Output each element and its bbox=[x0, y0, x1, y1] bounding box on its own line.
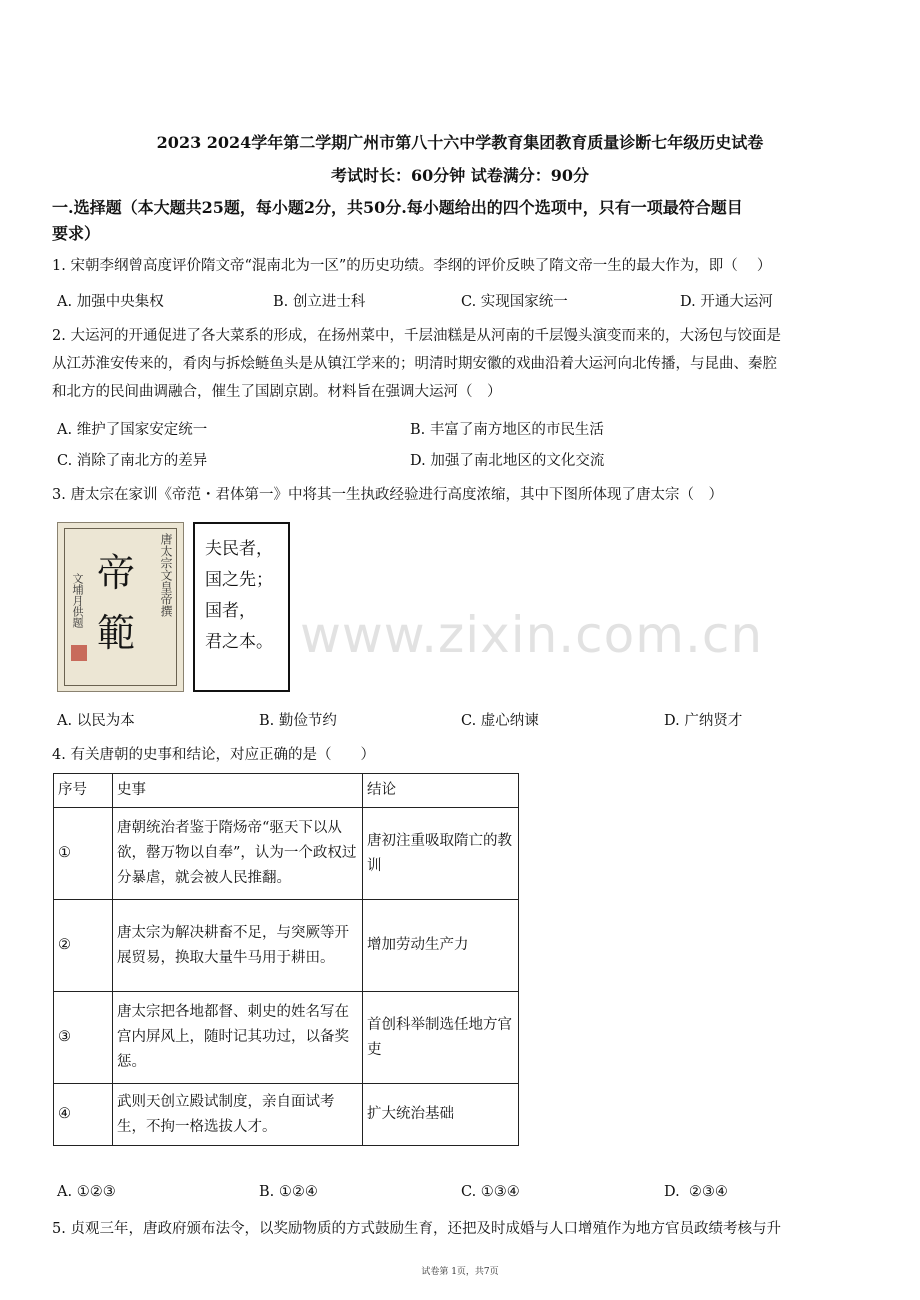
q2-option-a[interactable]: A. 维护了国家安定统一 bbox=[57, 422, 208, 438]
history-table bbox=[53, 773, 519, 1146]
q4-option-a[interactable]: A. ①②③ bbox=[57, 1184, 116, 1200]
q3-option-b[interactable]: B. 勤俭节约 bbox=[259, 713, 337, 729]
row-event: 唐太宗为解决耕畜不足，与突厥等开展贸易，换取大量牛马用于耕田。 bbox=[113, 900, 363, 992]
q4-option-b[interactable]: B. ①②④ bbox=[259, 1184, 318, 1200]
question-5-stem: 5. 贞观三年，唐政府颁布法令，以奖励物质的方式鼓励生育，还把及时成婚与人口增殖作为地方官员政绩考核与升 bbox=[52, 1221, 781, 1237]
section-heading-line2: 要求） bbox=[52, 224, 101, 243]
q1-option-c[interactable]: C. 实现国家统一 bbox=[461, 294, 568, 310]
header-cell-number: 序号 bbox=[54, 774, 113, 808]
row-conclusion: 首创科举制选任地方官吏 bbox=[363, 992, 519, 1084]
book-cover-image bbox=[57, 522, 184, 692]
q3-option-d[interactable]: D. 广纳贤才 bbox=[664, 713, 743, 729]
question-4-stem: 4. 有关唐朝的史事和结论，对应正确的是（ ） bbox=[52, 747, 375, 763]
question-2-line3: 和北方的民间曲调融合，催生了国剧京剧。材料旨在强调大运河（ ） bbox=[52, 384, 502, 400]
row-conclusion: 扩大统治基础 bbox=[363, 1084, 519, 1146]
row-number: ① bbox=[54, 808, 113, 900]
watermark: www.zixin.com.cn bbox=[300, 606, 764, 664]
question-1-stem: 1. 宋朝李纲曾高度评价隋文帝“混南北为一区”的历史功绩。李纲的评价反映了隋文帝一生的最大作为，即（ ） bbox=[52, 258, 772, 274]
row-event: 武则天创立殿试制度，亲自面试考生，不拘一格选拔人才。 bbox=[113, 1084, 363, 1146]
quote-line-3: 国者， bbox=[205, 601, 256, 621]
table-row bbox=[54, 992, 519, 1084]
q1-option-b[interactable]: B. 创立进士科 bbox=[273, 294, 366, 310]
q1-option-a[interactable]: A. 加强中央集权 bbox=[57, 294, 164, 310]
q4-option-c[interactable]: C. ①③④ bbox=[461, 1184, 520, 1200]
table-row bbox=[54, 808, 519, 900]
red-seal-stamp bbox=[71, 645, 87, 661]
q2-option-c[interactable]: C. 消除了南北方的差异 bbox=[57, 453, 208, 469]
q2-option-d[interactable]: D. 加强了南北地区的文化交流 bbox=[410, 453, 605, 469]
row-number: ④ bbox=[54, 1084, 113, 1146]
table-row bbox=[54, 900, 519, 992]
quote-box bbox=[193, 522, 290, 692]
q4-option-d[interactable]: D. ②③④ bbox=[664, 1184, 728, 1200]
table-row bbox=[54, 1084, 519, 1146]
header-cell-event: 史事 bbox=[113, 774, 363, 808]
question-2-line1: 2. 大运河的开通促进了各大菜系的形成，在扬州菜中，千层油糕是从河南的千层馒头演变而来的，大汤包与饺面是 bbox=[52, 328, 781, 344]
exam-subtitle: 考试时长：60分钟 试卷满分：90分 bbox=[330, 166, 590, 185]
section-heading-line1: 一.选择题（本大题共25题，每小题2分，共50分.每小题给出的四个选项中，只有一项最符合题目 bbox=[52, 198, 743, 217]
book-cover-inscription: 文埔月供题 bbox=[71, 573, 84, 628]
q3-option-a[interactable]: A. 以民为本 bbox=[57, 713, 135, 729]
book-cover-title: 帝範 bbox=[96, 551, 135, 655]
quote-line-2: 国之先； bbox=[205, 570, 273, 590]
exam-title: 2023 2024学年第二学期广州市第八十六中学教育集团教育质量诊断七年级历史试卷 bbox=[156, 133, 764, 152]
page-footer: 试卷第 1页，共7页 bbox=[421, 1267, 499, 1277]
q1-option-d[interactable]: D. 开通大运河 bbox=[680, 294, 773, 310]
table-header-row bbox=[54, 774, 519, 808]
quote-line-4: 君之本。 bbox=[205, 632, 273, 652]
q3-option-c[interactable]: C. 虚心纳谏 bbox=[461, 713, 539, 729]
question-3-stem: 3. 唐太宗在家训《帝范・君体第一》中将其一生执政经验进行高度浓缩，其中下图所体现了唐太宗（ ） bbox=[52, 487, 723, 503]
header-cell-conclusion: 结论 bbox=[363, 774, 519, 808]
row-conclusion: 增加劳动生产力 bbox=[363, 900, 519, 992]
row-number: ② bbox=[54, 900, 113, 992]
q2-option-b[interactable]: B. 丰富了南方地区的市民生活 bbox=[410, 422, 604, 438]
quote-line-1: 夫民者， bbox=[205, 539, 273, 559]
question-2-line2: 从江苏淮安传来的，肴肉与拆烩鲢鱼头是从镇江学来的；明清时期安徽的戏曲沿着大运河向北传播，与昆曲、秦腔 bbox=[52, 356, 777, 372]
row-number: ③ bbox=[54, 992, 113, 1084]
book-cover-author: 唐太宗文皇帝撰 bbox=[159, 533, 173, 617]
row-event: 唐太宗把各地都督、刺史的姓名写在宫内屏风上，随时记其功过，以备奖惩。 bbox=[113, 992, 363, 1084]
row-event: 唐朝统治者鉴于隋炀帝“驱天下以从欲，罄万物以自奉”，认为一个政权过分暴虐，就会被人民推翻。 bbox=[113, 808, 363, 900]
row-conclusion: 唐初注重吸取隋亡的教训 bbox=[363, 808, 519, 900]
